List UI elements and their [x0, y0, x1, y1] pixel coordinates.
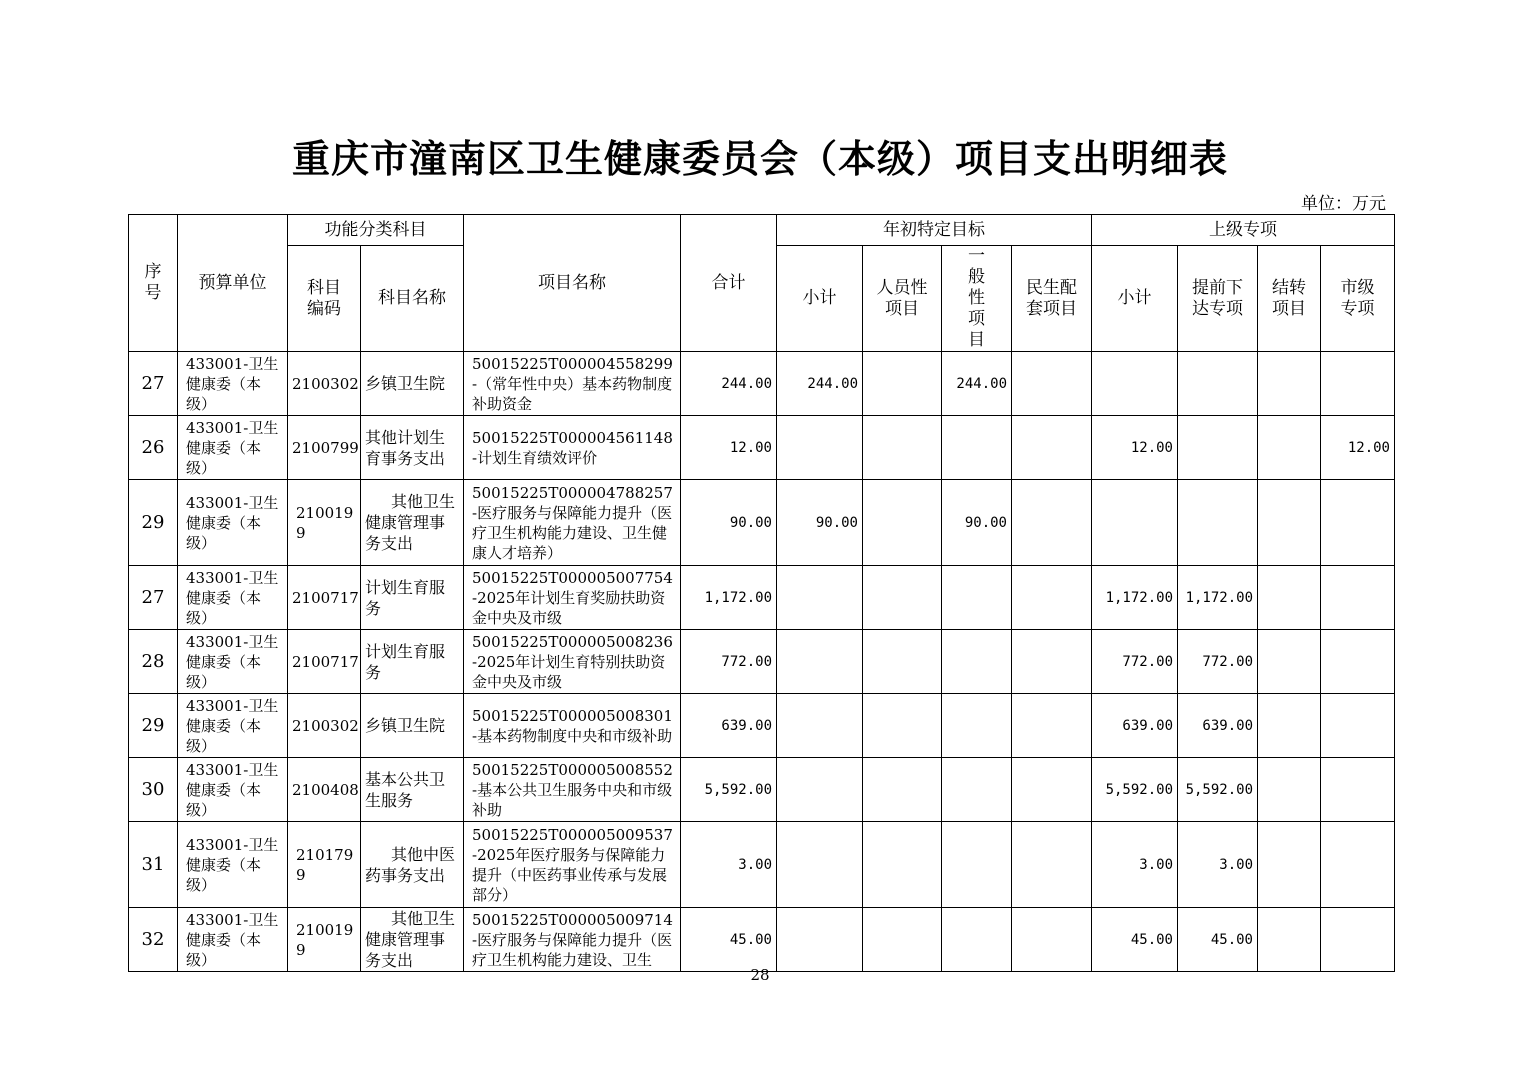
cell-livelihood	[1012, 630, 1092, 694]
cell-general: 90.00	[942, 480, 1012, 566]
cell-carryover	[1258, 694, 1321, 758]
cell-subtotal	[777, 694, 863, 758]
cell-project: 50015225T000005008552-基本公共卫生服务中央和市级补助	[464, 758, 681, 822]
cell-livelihood	[1012, 416, 1092, 480]
cell-total: 3.00	[681, 822, 777, 908]
cell-carryover	[1258, 822, 1321, 908]
cell-project: 50015225T000004788257-医疗服务与保障能力提升（医疗卫生机构能力建设、卫生健康人才培养）	[464, 480, 681, 566]
cell-sup-subtotal	[1092, 352, 1178, 416]
cell-code: 2101799	[288, 822, 361, 908]
cell-advance	[1178, 416, 1258, 480]
cell-advance: 1,172.00	[1178, 566, 1258, 630]
cell-subtotal: 90.00	[777, 480, 863, 566]
table-row	[129, 416, 1395, 480]
cell-city	[1321, 566, 1395, 630]
cell-unit: 433001-卫生健康委（本级）	[178, 352, 288, 416]
table-row	[129, 822, 1395, 908]
cell-code: 2100717	[288, 630, 361, 694]
header-superior: 上级专项	[1092, 215, 1395, 246]
header-func-class: 功能分类科目	[288, 215, 464, 246]
cell-livelihood	[1012, 758, 1092, 822]
cell-carryover	[1258, 416, 1321, 480]
cell-advance: 5,592.00	[1178, 758, 1258, 822]
cell-project: 50015225T000005007754-2025年计划生育奖励扶助资金中央及市级	[464, 566, 681, 630]
header-city: 市级专项	[1321, 246, 1395, 352]
header-subject-name: 科目名称	[361, 246, 464, 352]
table-row	[129, 908, 1395, 972]
header-advance: 提前下达专项	[1178, 246, 1258, 352]
cell-general	[942, 758, 1012, 822]
cell-general	[942, 908, 1012, 972]
cell-seq: 26	[129, 416, 178, 480]
header-sup-subtotal: 小计	[1092, 246, 1178, 352]
cell-personnel	[863, 908, 942, 972]
cell-unit: 433001-卫生健康委（本级）	[178, 416, 288, 480]
cell-total: 90.00	[681, 480, 777, 566]
cell-sup-subtotal	[1092, 480, 1178, 566]
cell-general	[942, 630, 1012, 694]
cell-code: 2100302	[288, 352, 361, 416]
header-subject-code: 科目编码	[288, 246, 361, 352]
cell-carryover	[1258, 352, 1321, 416]
cell-city	[1321, 630, 1395, 694]
cell-total: 12.00	[681, 416, 777, 480]
cell-personnel	[863, 630, 942, 694]
unit-label: 单位：万元	[1301, 194, 1386, 214]
cell-subject-name: 其他计划生育事务支出	[361, 416, 464, 480]
cell-general	[942, 566, 1012, 630]
cell-seq: 31	[129, 822, 178, 908]
cell-sup-subtotal: 5,592.00	[1092, 758, 1178, 822]
cell-subject-name: 计划生育服务	[361, 566, 464, 630]
cell-subtotal	[777, 758, 863, 822]
cell-subtotal	[777, 630, 863, 694]
cell-unit: 433001-卫生健康委（本级）	[178, 630, 288, 694]
cell-livelihood	[1012, 694, 1092, 758]
cell-project: 50015225T000004558299-（常年性中央）基本药物制度补助资金	[464, 352, 681, 416]
cell-unit: 433001-卫生健康委（本级）	[178, 480, 288, 566]
cell-advance: 639.00	[1178, 694, 1258, 758]
header-project-name: 项目名称	[464, 215, 681, 352]
cell-sup-subtotal: 639.00	[1092, 694, 1178, 758]
header-personnel: 人员性项目	[863, 246, 942, 352]
cell-general	[942, 822, 1012, 908]
header-carryover: 结转项目	[1258, 246, 1321, 352]
table-row	[129, 480, 1395, 566]
cell-advance: 45.00	[1178, 908, 1258, 972]
cell-city	[1321, 694, 1395, 758]
cell-seq: 29	[129, 480, 178, 566]
cell-sup-subtotal: 45.00	[1092, 908, 1178, 972]
header-initial-target: 年初特定目标	[777, 215, 1092, 246]
cell-seq: 27	[129, 566, 178, 630]
cell-advance	[1178, 480, 1258, 566]
cell-total: 772.00	[681, 630, 777, 694]
cell-personnel	[863, 758, 942, 822]
cell-code: 2100408	[288, 758, 361, 822]
cell-advance: 772.00	[1178, 630, 1258, 694]
cell-project: 50015225T000005008301-基本药物制度中央和市级补助	[464, 694, 681, 758]
cell-subtotal	[777, 908, 863, 972]
cell-personnel	[863, 416, 942, 480]
cell-subtotal	[777, 566, 863, 630]
cell-advance: 3.00	[1178, 822, 1258, 908]
cell-total: 5,592.00	[681, 758, 777, 822]
cell-personnel	[863, 352, 942, 416]
cell-general	[942, 694, 1012, 758]
table-row	[129, 566, 1395, 630]
cell-livelihood	[1012, 822, 1092, 908]
cell-code: 2100717	[288, 566, 361, 630]
cell-total: 244.00	[681, 352, 777, 416]
cell-unit: 433001-卫生健康委（本级）	[178, 908, 288, 972]
cell-personnel	[863, 480, 942, 566]
cell-sup-subtotal: 3.00	[1092, 822, 1178, 908]
cell-code: 2100799	[288, 416, 361, 480]
cell-sup-subtotal: 1,172.00	[1092, 566, 1178, 630]
cell-sup-subtotal: 772.00	[1092, 630, 1178, 694]
cell-subject-name: 其他卫生健康管理事务支出	[361, 480, 464, 566]
cell-project: 50015225T000005009537-2025年医疗服务与保障能力提升（中医药事业传承与发展部分）	[464, 822, 681, 908]
cell-city	[1321, 480, 1395, 566]
cell-personnel	[863, 566, 942, 630]
cell-personnel	[863, 822, 942, 908]
header-livelihood: 民生配套项目	[1012, 246, 1092, 352]
cell-subject-name: 乡镇卫生院	[361, 352, 464, 416]
cell-livelihood	[1012, 566, 1092, 630]
cell-project: 50015225T000005008236-2025年计划生育特别扶助资金中央及市级	[464, 630, 681, 694]
cell-project: 50015225T000004561148-计划生育绩效评价	[464, 416, 681, 480]
cell-unit: 433001-卫生健康委（本级）	[178, 694, 288, 758]
table-row	[129, 352, 1395, 416]
cell-livelihood	[1012, 908, 1092, 972]
table-row	[129, 694, 1395, 758]
cell-livelihood	[1012, 352, 1092, 416]
header-budget-unit: 预算单位	[178, 215, 288, 352]
header-total: 合计	[681, 215, 777, 352]
cell-city: 12.00	[1321, 416, 1395, 480]
cell-city	[1321, 352, 1395, 416]
cell-personnel	[863, 694, 942, 758]
header-subtotal: 小计	[777, 246, 863, 352]
cell-unit: 433001-卫生健康委（本级）	[178, 566, 288, 630]
cell-seq: 30	[129, 758, 178, 822]
cell-city	[1321, 758, 1395, 822]
cell-total: 45.00	[681, 908, 777, 972]
table-row	[129, 630, 1395, 694]
cell-unit: 433001-卫生健康委（本级）	[178, 822, 288, 908]
cell-carryover	[1258, 630, 1321, 694]
page-title: 重庆市潼南区卫生健康委员会（本级）项目支出明细表	[291, 136, 1228, 181]
cell-carryover	[1258, 908, 1321, 972]
cell-total: 1,172.00	[681, 566, 777, 630]
cell-advance	[1178, 352, 1258, 416]
cell-general: 244.00	[942, 352, 1012, 416]
cell-carryover	[1258, 758, 1321, 822]
cell-code: 2100302	[288, 694, 361, 758]
cell-code: 2100199	[288, 480, 361, 566]
cell-carryover	[1258, 480, 1321, 566]
cell-seq: 29	[129, 694, 178, 758]
cell-subject-name: 基本公共卫生服务	[361, 758, 464, 822]
cell-livelihood	[1012, 480, 1092, 566]
cell-general	[942, 416, 1012, 480]
cell-subject-name: 计划生育服务	[361, 630, 464, 694]
table-row	[129, 758, 1395, 822]
cell-subject-name: 其他中医药事务支出	[361, 822, 464, 908]
cell-subject-name: 乡镇卫生院	[361, 694, 464, 758]
cell-seq: 28	[129, 630, 178, 694]
cell-seq: 27	[129, 352, 178, 416]
cell-city	[1321, 822, 1395, 908]
cell-unit: 433001-卫生健康委（本级）	[178, 758, 288, 822]
cell-carryover	[1258, 566, 1321, 630]
cell-sup-subtotal: 12.00	[1092, 416, 1178, 480]
header-seq: 序号	[129, 215, 178, 352]
cell-code: 2100199	[288, 908, 361, 972]
cell-subtotal: 244.00	[777, 352, 863, 416]
cell-subtotal	[777, 416, 863, 480]
cell-seq: 32	[129, 908, 178, 972]
cell-total: 639.00	[681, 694, 777, 758]
cell-subject-name: 其他卫生健康管理事务支出	[361, 908, 464, 972]
cell-city	[1321, 908, 1395, 972]
project-expense-table	[128, 214, 1395, 972]
page-number: 28	[750, 966, 770, 984]
header-general: 一般性项目	[942, 246, 1012, 352]
cell-subtotal	[777, 822, 863, 908]
cell-project: 50015225T000005009714-医疗服务与保障能力提升（医疗卫生机构能力建设、卫生	[464, 908, 681, 972]
